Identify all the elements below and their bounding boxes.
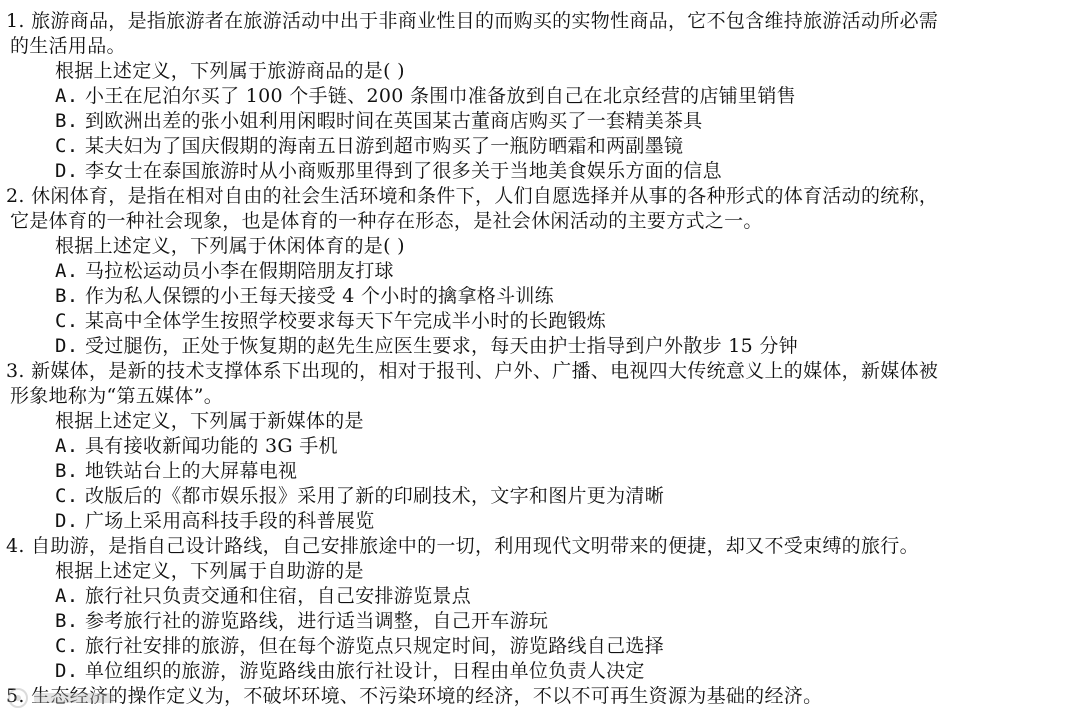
option-text: 到欧洲出差的张小姐利用闲暇时间在英国某古董商店购买了一套精美茶具 [85, 110, 703, 132]
question-1-option-b [55, 109, 703, 133]
question-4-line-1: 4. 自助游，是指自己设计路线，自己安排旅途中的一切，利用现代文明带来的便捷，却又不受束缚的旅行。 [6, 535, 919, 557]
option-letter: A. [55, 435, 79, 457]
option-text: 广场上采用高科技手段的科普展览 [85, 510, 375, 532]
question-3-line-2: 形象地称为“第五媒体”。 [10, 385, 224, 407]
option-letter: D. [55, 335, 79, 357]
option-text: 单位组织的旅游，游览路线由旅行社设计，日程由单位负责人决定 [85, 660, 645, 682]
option-text: 某高中全体学生按照学校要求每天下午完成半小时的长跑锻炼 [85, 310, 607, 332]
option-letter: A. [55, 85, 79, 107]
question-4-option-c [55, 634, 664, 658]
option-text: 参考旅行社的游览路线，进行适当调整，自己开车游玩 [85, 610, 549, 632]
option-letter: B. [55, 610, 79, 632]
option-text: 受过腿伤，正处于恢复期的赵先生应医生要求，每天由护士指导到户外散步 15 分钟 [85, 335, 798, 357]
option-letter: B. [55, 110, 79, 132]
question-2-option-c [55, 309, 606, 333]
option-letter: C. [55, 310, 79, 332]
option-letter: C. [55, 135, 79, 157]
question-2-stem: 根据上述定义，下列属于休闲体育的是( ) [55, 235, 405, 257]
option-text: 改版后的《都市娱乐报》采用了新的印刷技术，文字和图片更为清晰 [85, 485, 665, 507]
option-letter: D. [55, 510, 79, 532]
question-3-option-b [55, 459, 297, 483]
option-text: 马拉松运动员小李在假期陪朋友打球 [85, 260, 394, 282]
option-text: 李女士在泰国旅游时从小商贩那里得到了很多关于当地美食娱乐方面的信息 [85, 160, 722, 182]
option-text: 旅行社只负责交通和住宿，自己安排游览景点 [85, 585, 472, 607]
question-4-option-b [55, 609, 548, 633]
question-3-option-c [55, 484, 664, 508]
question-1-option-d [55, 159, 722, 183]
option-letter: C. [55, 485, 79, 507]
question-2-line-1: 2. 休闲体育，是指在相对自由的社会生活环境和条件下，人们自愿选择并从事的各种形式的体育活动的统称， [6, 185, 939, 207]
option-text: 某夫妇为了国庆假期的海南五日游到超市购买了一瓶防晒霜和两副墨镜 [85, 135, 684, 157]
question-4-option-a [55, 584, 471, 608]
question-1-stem: 根据上述定义，下列属于旅游商品的是( ) [55, 60, 405, 82]
option-letter: D. [55, 660, 79, 682]
option-text: 地铁站台上的大屏幕电视 [85, 460, 298, 482]
option-letter: C. [55, 635, 79, 657]
question-1-line-2: 的生活用品。 [10, 35, 126, 57]
question-3-line-1: 3. 新媒体，是新的技术支撑体系下出现的，相对于报刊、户外、广播、电视四大传统意义上的媒体，新媒体被 [6, 360, 939, 382]
question-2-option-b [55, 284, 554, 308]
option-letter: D. [55, 160, 79, 182]
question-2-option-a [55, 259, 394, 283]
question-3-option-d [55, 509, 375, 533]
option-letter: A. [55, 585, 79, 607]
question-1-option-c [55, 134, 683, 158]
question-4-option-d [55, 659, 645, 683]
question-2-option-d [55, 334, 798, 358]
question-1-line-1: 1. 旅游商品，是指旅游者在旅游活动中出于非商业性目的而购买的实物性商品，它不包含维持旅游活动所必需 [6, 10, 939, 32]
option-letter: B. [55, 460, 79, 482]
question-3-stem: 根据上述定义，下列属于新媒体的是 [55, 410, 364, 432]
option-letter: A. [55, 260, 79, 282]
question-3-option-a [55, 434, 338, 458]
question-2-line-2: 它是体育的一种社会现象，也是体育的一种存在形态，是社会休闲活动的主要方式之一。 [10, 210, 763, 232]
option-text: 小王在尼泊尔买了 100 个手链、200 条围巾准备放到自己在北京经营的店铺里销售 [85, 85, 796, 107]
option-letter: B. [55, 285, 79, 307]
question-5-line-1: 5. 生态经济的操作定义为，不破坏环境、不污染环境的经济，不以不可再生资源为基础的经济。 [6, 685, 823, 707]
question-1-option-a [55, 84, 796, 108]
option-text: 具有接收新闻功能的 3G 手机 [85, 435, 338, 457]
option-text: 旅行社安排的旅游，但在每个游览点只规定时间，游览路线自己选择 [85, 635, 665, 657]
question-4-stem: 根据上述定义，下列属于自助游的是 [55, 560, 364, 582]
option-text: 作为私人保镖的小王每天接受 4 个小时的擒拿格斗训练 [85, 285, 554, 307]
